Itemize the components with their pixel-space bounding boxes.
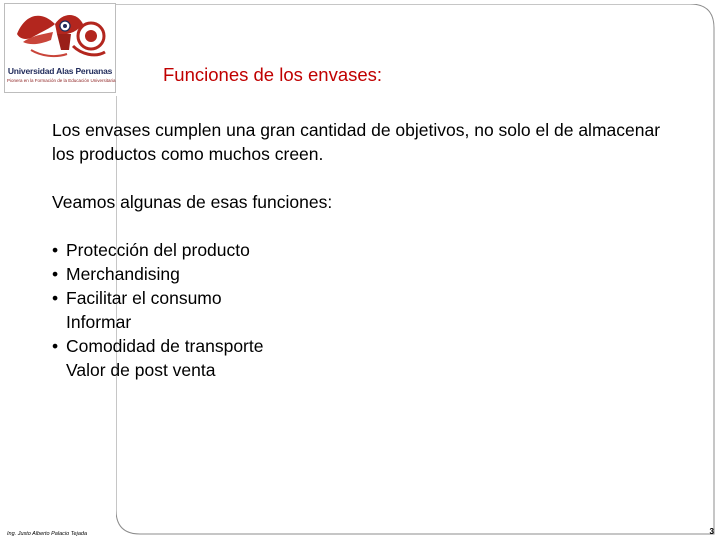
list-item: [52, 286, 682, 334]
bullet-icon: •: [52, 336, 59, 356]
list-item: [52, 334, 682, 382]
list-item-continuation: Valor de post venta: [66, 360, 216, 380]
university-motto: Pionera en la Formación de la Educación Universitaria: [7, 78, 116, 83]
list-item-text: Comodidad de transporte: [66, 336, 264, 356]
slide-body: [52, 118, 682, 382]
functions-list: [52, 238, 682, 382]
condor-emblem-icon: [11, 6, 109, 66]
university-logo: [4, 3, 116, 93]
list-item: [52, 238, 682, 262]
list-item-text: Merchandising: [66, 264, 180, 284]
list-item-text: Facilitar el consumo: [66, 288, 222, 308]
page-number: 3: [709, 527, 714, 536]
university-name: Universidad Alas Peruanas: [7, 66, 113, 76]
list-item: [52, 262, 682, 286]
bullet-icon: •: [52, 264, 59, 284]
lead-paragraph: Veamos algunas de esas funciones:: [52, 192, 333, 212]
list-item-text: Protección del producto: [66, 240, 250, 260]
bullet-icon: •: [52, 240, 59, 260]
footer-author: Ing. Justo Alberto Palacio Tejada: [7, 531, 88, 537]
bullet-icon: •: [52, 288, 59, 308]
slide-title: Funciones de los envases:: [163, 64, 383, 85]
intro-paragraph: Los envases cumplen una gran cantidad de objetivos, no solo el de almacenar los productos como muchos creen.: [52, 120, 661, 164]
list-item-continuation: Informar: [66, 312, 132, 332]
